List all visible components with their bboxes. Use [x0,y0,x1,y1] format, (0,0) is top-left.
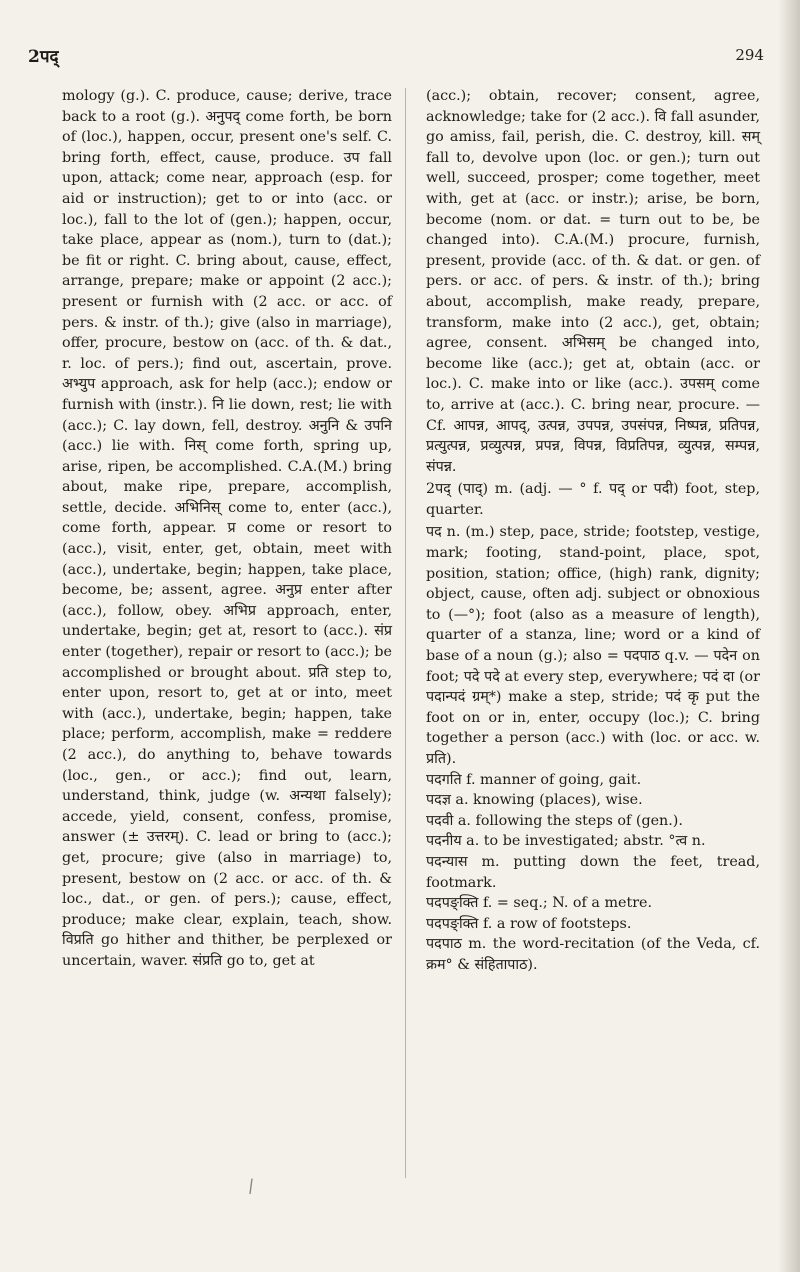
page-binding-shadow [778,0,800,1272]
entry-padapankti-1: पदपङ्क्ति f. = seq.; N. of a metre. [426,895,653,912]
left-column [62,86,392,972]
running-head-left: 2पद् [28,47,59,67]
entry-padanyasa: पदन्यास m. putting down the feet, tread, footmark. [426,853,760,891]
column-rule [405,88,406,1178]
entry-2pad: 2पद् (पाद्) m. (adj. — ° f. पद् or पदी) foot, step, quarter. [426,481,760,518]
entry-padapankti-2: पदपङ्क्ति f. a row of footsteps. [426,915,632,932]
entry-padaniya: पदनीय a. to be investigated; abstr. °त्व n. [426,833,706,850]
entry-padagati: पदगति f. manner of going, gait. [426,771,642,788]
stray-pen-mark: / [246,1175,256,1198]
entry-padavi: पदवी a. following the steps of (gen.). [426,812,683,829]
entry-continuation: mology (g.). C. produce, cause; derive, trace back to a root (g.). अनुपद् come forth, be born of (loc.), happen, occur, present one's self. C. bring forth, effect, cause, produce. उप fall upon, attack; come near, approach (esp. for aid or instruction); get to or into (acc. or loc.), fall to the lot of (gen.); happen, occur, take place, appear as (nom.), turn to (dat.); be fit or right. C. bring about, cause, effect, arrange, prepare; make or appoint (2 acc.); present or furnish with (2 acc. or acc. of pers. & instr. of th.); give (also in marriage), offer, procure, bestow on (acc. of th. & dat., r. loc. of pers.); find out, ascertain, prove. अभ्युप approach, ask for help (acc.); endow or furnish with (instr.). नि lie down, rest; lie with (acc.); C. lay down, fell, destroy. अनुनि & उपनि (acc.) lie with. निस् come forth, spring up, arise, ripen, be accomplished. C.A.(M.) bring about, make ripe, prepare, accomplish, settle, decide. अभिनिस् come to, enter (acc.), come forth, appear. प्र come or resort to (acc.), visit, enter, get, obtain, meet with (acc.), undertake, begin; happen, take place, become, be; assent, agree. अनुप्र enter after (acc.), follow, obey. अभिप्र approach, enter, undertake, begin; get at, resort to (acc.). संप्र enter (together), repair or resort to (acc.); be accomplished or brought about. प्रति step to, enter upon, resort to, get at or into, meet with (acc.), undertake, begin; happen, take place; perform, accomplish, make = reddere (2 acc.), do anything to, behave towards (loc., gen., or acc.); find out, learn, understand, think, judge (w. अन्यथा falsely); accede, yield, consent, confess, promise, answer (± उत्तरम्). C. lead or bring to (acc.); get, procure; give (also in marriage) to, present, bestow on (2 acc. or acc. of th. & loc., dat., or gen. of pers.); cause, effect, produce; make clear, explain, teach, show. विप्रति go hither and thither, be perplexed or uncertain, waver. संप्रति go to, get at [62,88,392,969]
entry-continuation: (acc.); obtain, recover; consent, agree, acknowledge; take for (2 acc.). वि fall asunder, go amiss, fail, perish, die. C. destroy, kill. सम् fall to, devolve upon (loc. or gen.); turn out well, succeed, prosper; come together, meet with, get at (acc. or instr.); arise, be born, become (nom. or dat. = turn out to be, be changed into). C.A.(M.) procure, furnish, present, provide (acc. of th. & dat. or gen. of pers. or acc. of pers. & instr. of th.); bring about, accomplish, make ready, prepare, transform, make into (2 acc.), get, obtain; agree, consent. अभिसम् be changed into, become like (acc.); get at, obtain (acc. or loc.). C. make into or like (acc.). उपसम् come to, arrive at (acc.). C. bring near, procure. — Cf. आपन्न, आपद्, उत्पन्न, उपपन्न, उपसंपन्न, निष्पन्न, प्रतिपन्न, प्रत्युत्पन्न, प्रव्युत्पन्न, प्रपन्न, विपन्न, विप्रतिपन्न, व्युत्पन्न, सम्पन्न, संपन्न. [426,88,760,475]
entry-pada: पद n. (m.) step, pace, stride; footstep, vestige, mark; footing, stand-point, place, spot, position, station; office, (high) rank, dignity; object, cause, often adj. subject or obnoxious to (—°); foot (also as a measure of length), quarter of a stanza, line; word or a kind of base of a noun (g.); also = पदपाठ q.v. — पदेन on foot; पदे पदे at every step, everywhere; पदं दा (or पदान्पदं ग्रम्*) make a step, stride; पदं कृ put the foot on or in, enter, occupy (loc.); C. bring together a person (acc.) with (loc. or acc. w. प्रति). [426,524,760,767]
page-number: 294 [735,46,764,64]
entry-padapatha: पदपाठ m. the word-recitation (of the Veda, cf. क्रम° & संहितापाठ). [426,936,760,973]
entry-padajna: पदज्ञ a. knowing (places), wise. [426,792,643,809]
right-column [426,86,760,976]
